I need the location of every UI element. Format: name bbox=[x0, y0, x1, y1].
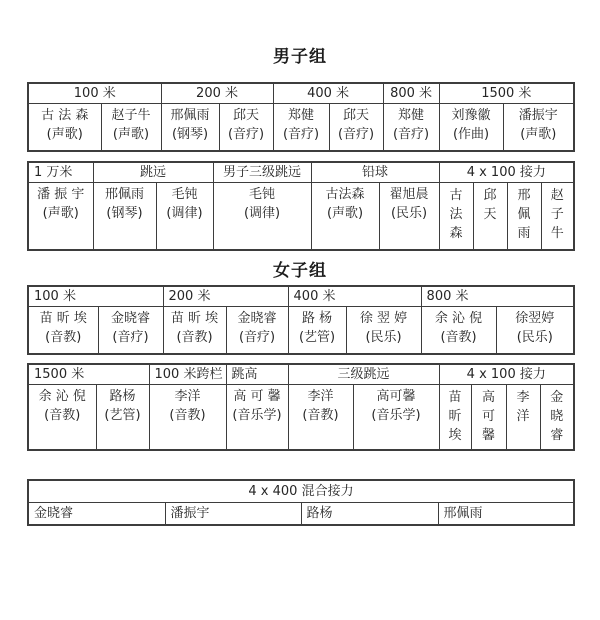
athlete-cell: 潘振宇 bbox=[165, 503, 301, 526]
athlete-cell bbox=[156, 183, 213, 251]
athlete-name: 李洋 bbox=[174, 389, 201, 404]
athlete-name: 郑健 bbox=[288, 108, 315, 123]
athlete-name: 邱天 bbox=[483, 188, 497, 222]
athlete-dept: (作曲) bbox=[452, 127, 490, 142]
event-header-relay: 4 x 100 接力 bbox=[439, 162, 574, 183]
women-field-table bbox=[27, 363, 575, 451]
athlete-dept: (声歌) bbox=[112, 127, 150, 142]
athlete-name: 邱天 bbox=[233, 108, 260, 123]
athlete-dept: (音疗) bbox=[392, 127, 430, 142]
athlete-dept: (调律) bbox=[166, 206, 203, 221]
athlete-cell bbox=[28, 183, 93, 251]
event-header-100m: 100 米 bbox=[28, 83, 161, 104]
athlete-name: 路杨 bbox=[109, 389, 136, 404]
event-header-highjump: 跳高 bbox=[226, 364, 288, 385]
athlete-name: 金晓睿 bbox=[111, 311, 151, 326]
athlete-cell bbox=[311, 183, 379, 251]
athlete-name: 苗 昕 埃 bbox=[170, 311, 219, 326]
athlete-cell bbox=[101, 104, 161, 152]
athlete-name: 潘 振 宇 bbox=[37, 187, 85, 202]
athlete-dept: (音乐学) bbox=[371, 408, 421, 423]
athlete-dept: (音教) bbox=[169, 408, 206, 423]
relay-athlete-cell bbox=[439, 183, 473, 251]
athlete-dept: (音乐学) bbox=[232, 408, 282, 423]
athlete-cell bbox=[93, 183, 156, 251]
event-header-200m: 200 米 bbox=[161, 83, 273, 104]
athlete-name: 毛钝 bbox=[249, 187, 276, 202]
athlete-name: 邢佩雨 bbox=[104, 187, 144, 202]
women-track-header-row bbox=[28, 286, 574, 307]
event-header-1500m: 1500 米 bbox=[28, 364, 149, 385]
athlete-name: 李洋 bbox=[516, 390, 530, 424]
event-header-200m: 200 米 bbox=[163, 286, 288, 307]
athlete-cell bbox=[421, 307, 496, 355]
athlete-name: 邱天 bbox=[343, 108, 370, 123]
athlete-cell bbox=[96, 385, 149, 451]
athlete-name: 古法森 bbox=[449, 188, 463, 241]
event-header-triplejump: 三级跳远 bbox=[288, 364, 439, 385]
event-header-hurdles: 100 米跨栏 bbox=[149, 364, 226, 385]
athlete-cell bbox=[28, 104, 101, 152]
athlete-dept: (声歌) bbox=[42, 206, 79, 221]
athlete-cell bbox=[379, 183, 439, 251]
athlete-dept: (调律) bbox=[243, 206, 281, 221]
athlete-name: 李洋 bbox=[307, 389, 334, 404]
event-header-800m: 800 米 bbox=[421, 286, 574, 307]
athlete-cell bbox=[219, 104, 273, 152]
athlete-dept: (钢琴) bbox=[171, 127, 209, 142]
athlete-name: 苗 昕 埃 bbox=[39, 311, 87, 326]
event-header-400m: 400 米 bbox=[288, 286, 421, 307]
relay-athlete-cell bbox=[506, 385, 540, 451]
athlete-name: 徐 翌 婷 bbox=[359, 311, 408, 326]
men-field-athletes-row bbox=[28, 183, 574, 251]
athlete-name: 刘豫徽 bbox=[451, 108, 491, 123]
athlete-cell bbox=[288, 385, 353, 451]
athlete-dept: (民乐) bbox=[390, 206, 428, 221]
men-field-table bbox=[27, 161, 575, 251]
event-header-10000m: 1 万米 bbox=[28, 162, 93, 183]
athlete-cell bbox=[496, 307, 574, 355]
men-track-table bbox=[27, 82, 575, 152]
women-field-header-row bbox=[28, 364, 574, 385]
athlete-dept: (音疗) bbox=[337, 127, 375, 142]
athlete-name: 赵子牛 bbox=[550, 188, 564, 241]
athlete-cell bbox=[98, 307, 163, 355]
athlete-cell: 路杨 bbox=[301, 503, 438, 526]
women-track-table bbox=[27, 285, 575, 355]
athlete-name: 金晓睿 bbox=[550, 390, 564, 443]
athlete-cell bbox=[149, 385, 226, 451]
athlete-dept: (艺管) bbox=[298, 330, 336, 345]
athlete-name: 郑健 bbox=[398, 108, 425, 123]
event-header-relay: 4 x 100 接力 bbox=[439, 364, 574, 385]
athlete-name: 高 可 馨 bbox=[233, 389, 281, 404]
athlete-name: 徐翌婷 bbox=[515, 311, 555, 326]
athlete-dept: (音疗) bbox=[238, 330, 276, 345]
athlete-dept: (民乐) bbox=[516, 330, 553, 345]
athlete-name: 毛钝 bbox=[171, 187, 198, 202]
athlete-dept: (音教) bbox=[302, 408, 339, 423]
relay-athlete-cell bbox=[471, 385, 506, 451]
athlete-cell bbox=[28, 385, 96, 451]
event-header-triplejump: 男子三级跳远 bbox=[213, 162, 311, 183]
athlete-cell bbox=[226, 385, 288, 451]
women-track-athletes-row bbox=[28, 307, 574, 355]
mixed-relay-athletes-row bbox=[28, 503, 574, 526]
event-header-100m: 100 米 bbox=[28, 286, 163, 307]
athlete-cell bbox=[439, 104, 503, 152]
athlete-name: 翟旭晨 bbox=[389, 187, 429, 202]
athlete-dept: (音教) bbox=[44, 408, 81, 423]
athlete-dept: (声歌) bbox=[46, 127, 83, 142]
event-header-800m: 800 米 bbox=[383, 83, 439, 104]
athlete-cell bbox=[163, 307, 226, 355]
event-header-shotput: 铅球 bbox=[311, 162, 439, 183]
athlete-cell bbox=[329, 104, 383, 152]
athlete-name: 高可馨 bbox=[482, 390, 496, 443]
men-track-athletes-row bbox=[28, 104, 574, 152]
athlete-name: 古 法 森 bbox=[41, 108, 89, 123]
athlete-dept: (艺管) bbox=[104, 408, 141, 423]
athlete-name: 邢佩雨 bbox=[170, 108, 210, 123]
athlete-cell bbox=[353, 385, 439, 451]
athlete-name: 金晓睿 bbox=[237, 311, 277, 326]
athlete-cell: 邢佩雨 bbox=[438, 503, 574, 526]
athlete-cell bbox=[226, 307, 288, 355]
athlete-dept: (音疗) bbox=[227, 127, 265, 142]
athlete-cell bbox=[273, 104, 329, 152]
relay-athlete-cell bbox=[439, 385, 471, 451]
athlete-dept: (钢琴) bbox=[106, 206, 143, 221]
relay-athlete-cell bbox=[507, 183, 541, 251]
athlete-name: 余 沁 倪 bbox=[434, 311, 483, 326]
athlete-dept: (音教) bbox=[176, 330, 213, 345]
athlete-name: 余 沁 倪 bbox=[38, 389, 86, 404]
men-field-header-row bbox=[28, 162, 574, 183]
athlete-name: 路 杨 bbox=[301, 311, 333, 326]
athlete-name: 潘振宇 bbox=[518, 108, 558, 123]
athlete-cell bbox=[28, 307, 98, 355]
men-track-header-row bbox=[28, 83, 574, 104]
event-header-1500m: 1500 米 bbox=[439, 83, 574, 104]
athlete-name: 高可馨 bbox=[376, 389, 416, 404]
athlete-dept: (声歌) bbox=[520, 127, 557, 142]
relay-athlete-cell bbox=[540, 385, 574, 451]
athlete-cell: 金晓睿 bbox=[28, 503, 165, 526]
athlete-name: 苗昕埃 bbox=[448, 390, 462, 443]
athlete-dept: (音教) bbox=[440, 330, 477, 345]
athlete-dept: (声歌) bbox=[326, 206, 364, 221]
athlete-name: 邢佩雨 bbox=[517, 188, 531, 241]
mixed-relay-table bbox=[27, 479, 575, 526]
athlete-name: 赵子牛 bbox=[111, 108, 151, 123]
athlete-cell bbox=[383, 104, 439, 152]
athlete-cell bbox=[213, 183, 311, 251]
relay-athlete-cell bbox=[541, 183, 574, 251]
relay-athlete-cell bbox=[473, 183, 507, 251]
event-header-mixed-relay: 4 x 400 混合接力 bbox=[28, 480, 574, 503]
mixed-relay-header-row bbox=[28, 480, 574, 503]
athlete-dept: (音疗) bbox=[282, 127, 320, 142]
women-field-athletes-row bbox=[28, 385, 574, 451]
athlete-dept: (音疗) bbox=[112, 330, 149, 345]
women-group-title: 女子组 bbox=[273, 261, 327, 281]
athlete-name: 古法森 bbox=[325, 187, 365, 202]
event-header-400m: 400 米 bbox=[273, 83, 383, 104]
athlete-cell bbox=[288, 307, 346, 355]
athlete-dept: (音教) bbox=[45, 330, 82, 345]
athlete-cell bbox=[346, 307, 421, 355]
athlete-cell bbox=[503, 104, 574, 152]
athlete-dept: (民乐) bbox=[365, 330, 402, 345]
men-group-title: 男子组 bbox=[273, 47, 327, 67]
event-header-longjump: 跳远 bbox=[93, 162, 213, 183]
athlete-cell bbox=[161, 104, 219, 152]
